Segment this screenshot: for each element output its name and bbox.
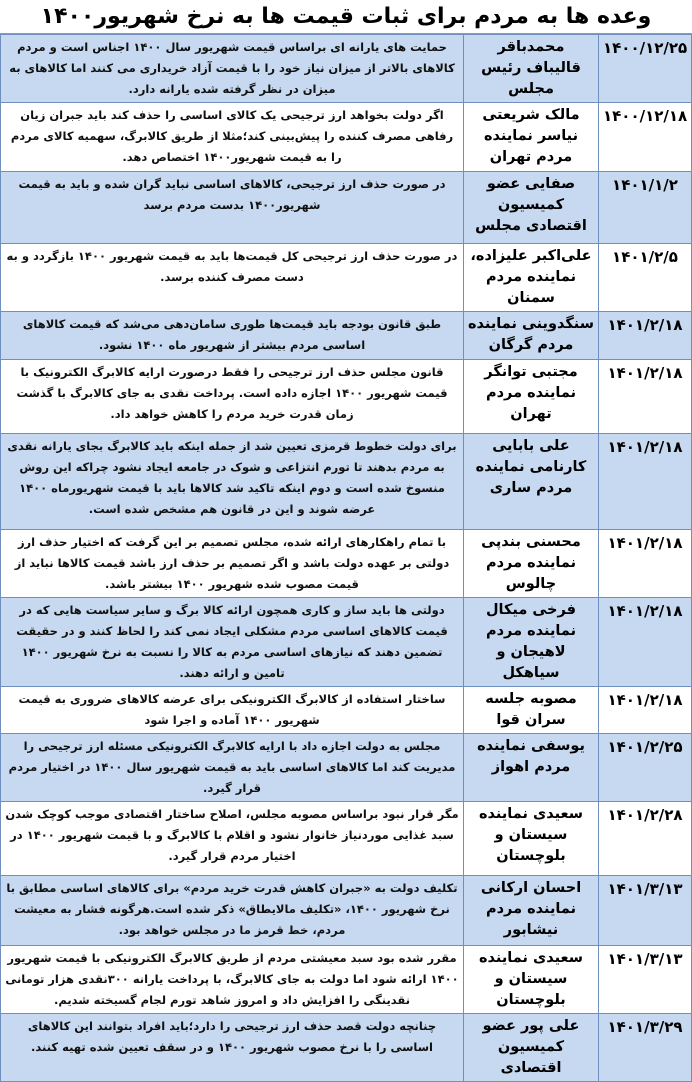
statement-cell: تکلیف دولت به «جبران کاهش قدرت خرید مردم» برای کالاهای اساسی مطابق با نرخ شهریور ۱۴۰۰، «تکلیف مالایطاق» ذکر شده است.هرگونه فشار به معیشت مردم، خط قرمز ما در مجلس خواهد بود. bbox=[1, 876, 464, 946]
name-cell: علی‌اکبر علیزاده، نماینده مردم سمنان bbox=[464, 244, 599, 312]
table-row bbox=[1, 434, 692, 530]
date-cell: ۱۴۰۱/۲/۵ bbox=[599, 244, 692, 312]
statement-cell: ساختار استفاده از کالابرگ الکترونیکی برای عرضه کالاهای ضروری به قیمت شهریور ۱۴۰۰ آماده و اجرا شود bbox=[1, 687, 464, 734]
promises-table bbox=[0, 34, 692, 1082]
name-cell: صفایی عضو کمیسیون اقتصادی مجلس bbox=[464, 172, 599, 244]
name-cell: فرخی میکال نماینده مردم لاهیجان و سیاهکل bbox=[464, 598, 599, 687]
table-row bbox=[1, 244, 692, 312]
statement-cell: قانون مجلس حذف ارز ترجیحی را فقط درصورت ارایه کالابرگ الکترونیک با قیمت شهریور ۱۴۰۰ اجازه داده است. پرداخت نقدی به جای کالابرگ با گذشت زمان قدرت خرید مردم را کاهش خواهد داد. bbox=[1, 360, 464, 434]
statement-cell: چنانچه دولت قصد حذف ارز ترجیحی را دارد؛باید افراد بتوانند این کالاهای اساسی را با نرخ مصوب شهریور ۱۴۰۰ و در سقف تعیین شده تهیه کنند. bbox=[1, 1014, 464, 1082]
date-cell: ۱۴۰۱/۲/۱۸ bbox=[599, 312, 692, 360]
date-cell: ۱۴۰۰/۱۲/۱۸ bbox=[599, 103, 692, 172]
name-cell: یوسفی نماینده مردم اهواز bbox=[464, 734, 599, 802]
statement-cell: با تمام راهکارهای ارائه شده، مجلس تصمیم بر این گرفت که اختیار حذف ارز دولتی بر عهده دولت باشد و اگر تصمیم بر حذف ارز باشد قیمت کالاها نباید از قیمت مصوب شده شهریور ۱۴۰۰ بیشتر باشد. bbox=[1, 530, 464, 598]
name-cell: سعیدی نماینده سیستان و بلوچستان bbox=[464, 946, 599, 1014]
statement-cell: دولتی ها باید ساز و کاری همچون ارائه کالا برگ و سایر سیاست هایی که در قیمت کالاهای اساسی مردم مشکلی ایجاد نمی کند را لحاظ کنند و در حقیقت تضمین دهند که نیازهای اساسی مردم به کالا را نسبت به نرخ شهریور ۱۴۰۰ تامین و ارائه دهند. bbox=[1, 598, 464, 687]
name-cell: محمدباقر قالیباف رئیس مجلس bbox=[464, 35, 599, 103]
date-cell: ۱۴۰۱/۲/۱۸ bbox=[599, 598, 692, 687]
table-row bbox=[1, 360, 692, 434]
name-cell: علی پور عضو کمیسیون اقتصادی bbox=[464, 1014, 599, 1082]
statement-cell: در صورت حذف ارز ترجیحی کل قیمت‌ها باید به قیمت شهریور ۱۴۰۰ بازگردد و به دست مصرف کننده برسد. bbox=[1, 244, 464, 312]
table-row bbox=[1, 103, 692, 172]
name-cell: مجتبی توانگر نماینده مردم تهران bbox=[464, 360, 599, 434]
statement-cell: اگر دولت بخواهد ارز ترجیحی یک کالای اساسی را حذف کند باید جبران زیان رفاهی مصرف کننده را پیش‌بینی کند؛مثلا از طریق کالابرگ، سهمیه کالای مردم را به قیمت شهریور۱۴۰۰ اختصاص دهد. bbox=[1, 103, 464, 172]
table-row bbox=[1, 734, 692, 802]
date-cell: ۱۴۰۱/۳/۲۹ bbox=[599, 1014, 692, 1082]
statement-cell: در صورت حذف ارز ترجیحی، کالاهای اساسی نباید گران شده و باید به قیمت شهریور۱۴۰۰ بدست مردم برسد bbox=[1, 172, 464, 244]
table-row bbox=[1, 1014, 692, 1082]
date-cell: ۱۴۰۱/۲/۲۵ bbox=[599, 734, 692, 802]
statement-cell: مگر قرار نبود براساس مصوبه مجلس، اصلاح ساختار اقتصادی موجب کوچک شدن سبد غذایی موردنیاز خانوار نشود و اقلام با کالابرگ و با قیمت شهریور ۱۴۰۰ در اختیار مردم قرار گیرد. bbox=[1, 802, 464, 876]
page-title: وعده ها به مردم برای ثبات قیمت ها به نرخ شهریور۱۴۰۰ bbox=[0, 0, 692, 34]
name-cell: مصوبه جلسه سران قوا bbox=[464, 687, 599, 734]
table-row bbox=[1, 876, 692, 946]
date-cell: ۱۴۰۱/۳/۱۳ bbox=[599, 946, 692, 1014]
date-cell: ۱۴۰۱/۲/۱۸ bbox=[599, 530, 692, 598]
name-cell: علی بابایی کارنامی نماینده مردم ساری bbox=[464, 434, 599, 530]
table-row bbox=[1, 802, 692, 876]
table-row bbox=[1, 530, 692, 598]
statement-cell: طبق قانون بودجه باید قیمت‌ها طوری سامان‌دهی می‌شد که قیمت کالاهای اساسی مردم بیشتر از شهریور ماه ۱۴۰۰ نشود. bbox=[1, 312, 464, 360]
name-cell: مالک شریعتی نیاسر نماینده مردم تهران bbox=[464, 103, 599, 172]
table-row bbox=[1, 312, 692, 360]
statement-cell: برای دولت خطوط قرمزی تعیین شد از جمله اینکه باید کالابرگ بجای یارانه نقدی به مردم بدهند تا تورم انتزاعی و شوک در جامعه ایجاد نشود چراکه این روش منسوخ شده است و دوم اینکه تاکید شد کالاها باید با قیمت شهریورماه ۱۴۰۰ عرضه شوند و این در قانون هم مشخص شده است. bbox=[1, 434, 464, 530]
date-cell: ۱۴۰۱/۲/۱۸ bbox=[599, 687, 692, 734]
table-row bbox=[1, 35, 692, 103]
table-row bbox=[1, 946, 692, 1014]
statement-cell: مجلس به دولت اجازه داد با ارایه کالابرگ الکترونیکی مسئله ارز ترجیحی را مدیریت کند اما کالاهای اساسی باید به قیمت شهریور سال ۱۴۰۰ در اختیار مردم قرار گیرد. bbox=[1, 734, 464, 802]
date-cell: ۱۴۰۱/۳/۱۳ bbox=[599, 876, 692, 946]
date-cell: ۱۴۰۱/۲/۱۸ bbox=[599, 360, 692, 434]
statement-cell: حمایت های یارانه ای براساس قیمت شهریور سال ۱۴۰۰ اجناس است و مردم کالاهای بالاتر از میزان نیاز خود را با قیمت آزاد خریداری می کنند اما کالاهای به میزان در نظر گرفته شده یارانه دارد. bbox=[1, 35, 464, 103]
date-cell: ۱۴۰۱/۲/۱۸ bbox=[599, 434, 692, 530]
name-cell: محسنی بندپی نماینده مردم چالوس bbox=[464, 530, 599, 598]
name-cell: سنگدوینی نماینده مردم گرگان bbox=[464, 312, 599, 360]
statement-cell: مقرر شده بود سبد معیشتی مردم از طریق کالابرگ الکترونیکی با قیمت شهریور ۱۴۰۰ ارائه شود اما دولت به جای کالابرگ، با پرداخت یارانه ۳۰۰نقدی هزار تومانی نقدینگی را افزایش داد و امروز شاهد تورم لجام گسیخته شدیم. bbox=[1, 946, 464, 1014]
table-row bbox=[1, 687, 692, 734]
date-cell: ۱۴۰۰/۱۲/۲۵ bbox=[599, 35, 692, 103]
date-cell: ۱۴۰۱/۱/۲ bbox=[599, 172, 692, 244]
table-row bbox=[1, 172, 692, 244]
name-cell: احسان ارکانی نماینده مردم نیشابور bbox=[464, 876, 599, 946]
date-cell: ۱۴۰۱/۲/۲۸ bbox=[599, 802, 692, 876]
table-row bbox=[1, 598, 692, 687]
name-cell: سعیدی نماینده سیستان و بلوچستان bbox=[464, 802, 599, 876]
